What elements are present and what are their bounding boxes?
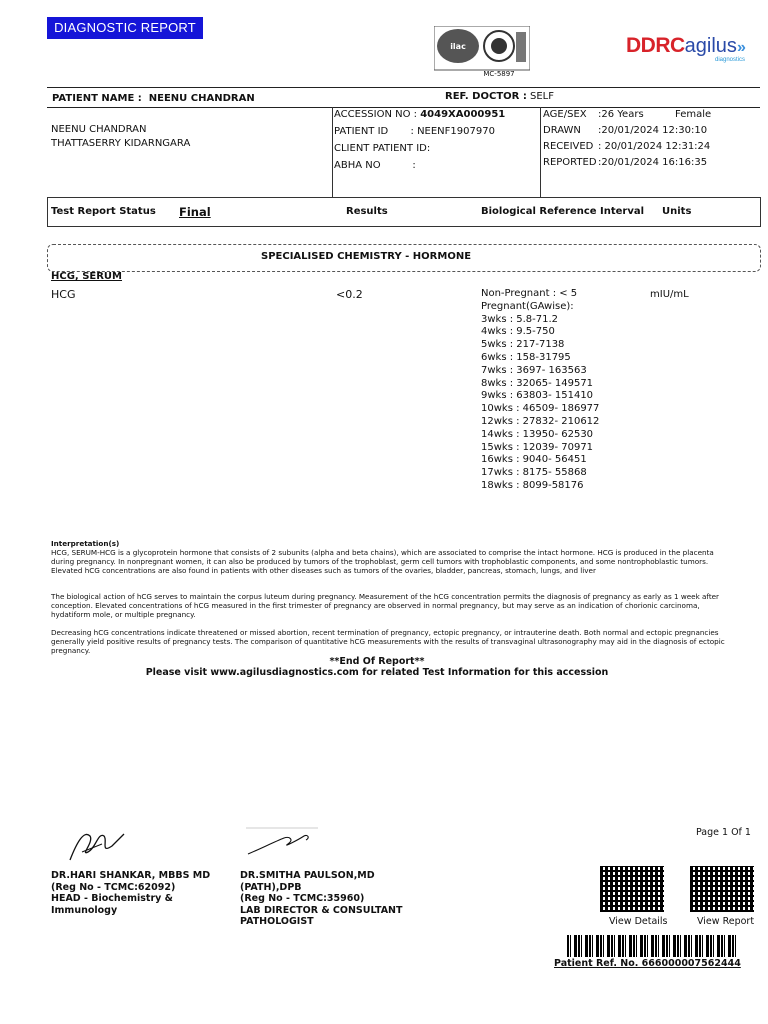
view-report-label[interactable]: View Report — [697, 916, 755, 927]
interpretation-para-2: The biological action of hCG serves to maintain the corpus luteum during pregnancy. Measurement of the hCG concentration permits the diagnosis of pregnancy as early as 1 week after conception. Elevated concentrations of hCG measured in the first trimester of pregnancy are observed in normal pregnancy, but may serve as an indication of chorionic carcinoma, hydatiform mole, or multiple pregnancy. — [51, 592, 720, 619]
ref-line: 5wks : 217-7138 — [481, 339, 565, 351]
view-details-qr-code[interactable] — [600, 866, 664, 912]
visit-info: Please visit www.agilusdiagnostics.com for related Test Information for this accession — [145, 667, 609, 678]
ref-line: 7wks : 3697- 163563 — [481, 364, 587, 376]
ref-line: 16wks : 9040- 56451 — [481, 454, 587, 466]
ref-line: 4wks : 9.5-750 — [481, 326, 555, 338]
view-report-qr-code[interactable] — [690, 866, 754, 912]
patient-name-row: PATIENT NAME : NEENU CHANDRAN — [52, 93, 255, 104]
ref-line: Pregnant(GAwise): — [481, 300, 574, 312]
report-banner: DIAGNOSTIC REPORT — [47, 17, 203, 39]
units-header: Units — [662, 206, 692, 217]
accession-number: 4049XA000951 — [420, 109, 506, 120]
status-value: Final — [179, 205, 211, 219]
interpretation-para-1: HCG, SERUM-HCG is a glycoprotein hormone that consists of 2 subunits (alpha and beta chains), which are associated to comprise the intact hormone. HCG is produced in the placenta during pregnancy. In nonpregnant women, it can also be produced by tumors of the trophoblast, germ cell tumors with trophoblastic components, and some nontrophoblastic tumors. Elevated hCG concentrations are also found in patients with other diseases such as tumors of the ovaries, bladder, pancreas, stomach, lungs, and liver — [51, 548, 714, 575]
signature-1 — [62, 822, 132, 872]
company-logo-subtitle: diagnostics — [715, 57, 746, 63]
bri-header: Biological Reference Interval — [481, 206, 645, 217]
ref-line: 17wks : 8175- 55868 — [481, 467, 587, 479]
page-number: Page 1 Of 1 — [696, 827, 751, 838]
test-group: HCG, SERUM — [51, 271, 123, 282]
ref-line: 10wks : 46509- 186977 — [481, 403, 600, 415]
signature-2 — [244, 826, 320, 866]
divider-left — [332, 107, 333, 197]
header-rule-mid — [47, 107, 760, 108]
ref-line: 18wks : 8099-58176 — [481, 479, 584, 491]
status-label: Test Report Status — [51, 206, 156, 217]
doctor-2-credentials: DR.SMITHA PAULSON,MD (PATH),DPB (Reg No - TCMC:35960) LAB DIRECTOR & CONSULTANT PATHOLOGIST — [240, 870, 403, 927]
ref-line: 12wks : 27832- 210612 — [481, 415, 600, 427]
ref-doctor: REF. DOCTOR : SELF — [445, 91, 555, 102]
results-header: Results — [346, 206, 388, 217]
interpretation-para-3: Decreasing hCG concentrations indicate threatened or missed abortion, recent termination of pregnancy, ectopic pregnancy, or intrauterine death. Both normal and ectopic pregnancies generally yield positive results of pregnancy tests. The comparison of quantitative hCG measurements with the results of transvaginal ultrasonography may aid in the diagnosis of ectopic pregnancy. — [51, 628, 725, 655]
ref-line: 8wks : 32065- 149571 — [481, 377, 594, 389]
reference-intervals — [481, 288, 599, 493]
interpretation-heading: Interpretation(s) — [51, 539, 120, 548]
end-of-report: **End Of Report** — [329, 656, 425, 667]
ref-line: 6wks : 158-31795 — [481, 351, 571, 363]
patient-barcode — [567, 935, 737, 957]
patient-name: NEENU CHANDRAN — [148, 93, 255, 104]
section-title: SPECIALISED CHEMISTRY - HORMONE — [261, 251, 472, 262]
accreditation-logos — [434, 26, 530, 72]
ref-line: 14wks : 13950- 62530 — [481, 428, 594, 440]
dates-block: AGE/SEX :26 Years Female DRAWN :20/01/2024 12:30:10 RECEIVED : 20/01/2024 12:31:24 REPORTED:20/01/2024 16:16:35 — [543, 109, 712, 168]
ref-line: Non-Pregnant : < 5 — [481, 288, 578, 299]
test-name: HCG — [51, 288, 76, 301]
company-logo: DDRCagilus» — [626, 34, 746, 57]
test-unit: mIU/mL — [650, 289, 689, 300]
header-rule-top — [47, 87, 760, 88]
test-result: <0.2 — [336, 288, 363, 301]
doctor-1-credentials: DR.HARI SHANKAR, MBBS MD (Reg No - TCMC:62092) HEAD - Biochemistry & Immunology — [51, 870, 211, 916]
patient-ref-number: Patient Ref. No. 666000007562444 — [554, 958, 741, 969]
divider-right — [540, 107, 541, 197]
ref-line: 15wks : 12039- 70971 — [481, 441, 594, 453]
accreditation-code: MC-5897 — [483, 70, 515, 78]
view-details-label[interactable]: View Details — [609, 916, 668, 927]
svg-text:ilac: ilac — [450, 42, 466, 51]
ref-line: 9wks : 63803- 151410 — [481, 390, 594, 402]
ref-line: 3wks : 5.8-71.2 — [481, 313, 559, 325]
patient-address: NEENU CHANDRAN THATTASERRY KIDARNGARA — [51, 124, 191, 149]
accession-block: ACCESSION NO : 4049XA000951 PATIENT ID : NEENF1907970 CLIENT PATIENT ID: ABHA NO : — [334, 109, 506, 171]
